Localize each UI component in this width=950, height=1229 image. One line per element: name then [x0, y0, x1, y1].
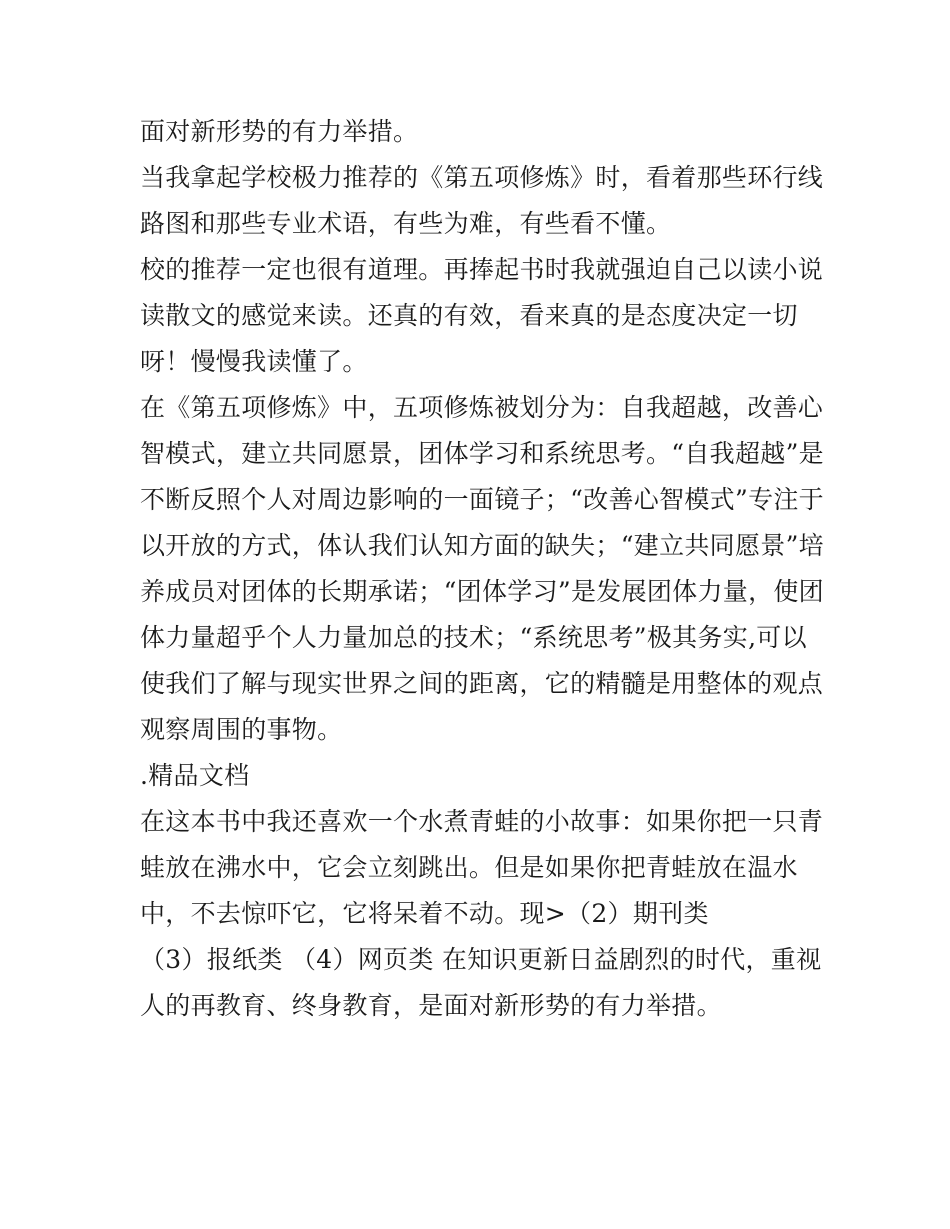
text-line: 当我拿起学校极力推荐的《第五项修炼》时，看着那些环行线: [140, 163, 824, 192]
text-line: 不断反照个人对周边影响的一面镜子；“改善心智模式”专注于: [140, 485, 824, 514]
text-line: 以开放的方式，体认我们认知方面的缺失；“建立共同愿景”培: [140, 531, 824, 560]
document-body: [140, 109, 824, 1029]
text-line: 面对新形势的有力举措。: [140, 117, 419, 146]
text-line: 在《第五项修炼》中，五项修炼被划分为：自我超越，改善心: [140, 393, 824, 422]
text-line: 智模式，建立共同愿景，团体学习和系统思考。“自我超越”是: [140, 439, 824, 468]
text-line: 体力量超乎个人力量加总的技术；“系统思考”极其务实,可以: [140, 623, 807, 652]
text-line: 校的推荐一定也很有道理。再捧起书时我就强迫自己以读小说: [140, 255, 824, 284]
text-line: 在这本书中我还喜欢一个水煮青蛙的小故事：如果你把一只青: [140, 807, 824, 836]
text-line: 读散文的感觉来读。还真的有效，看来真的是态度决定一切: [140, 301, 798, 330]
text-line: 养成员对团体的长期承诺；“团体学习”是发展团体力量，使团: [140, 577, 824, 606]
text-line: 蛙放在沸水中，它会立刻跳出。但是如果你把青蛙放在温水: [140, 853, 798, 882]
text-line: （3）报纸类 （4）网页类 在知识更新日益剧烈的时代，重视: [140, 945, 822, 974]
text-line: 使我们了解与现实世界之间的距离，它的精髓是用整体的观点: [140, 669, 824, 698]
text-line: 观察周围的事物。: [140, 715, 343, 744]
section-label: .精品文档: [140, 761, 250, 790]
text-line: 路图和那些专业术语，有些为难，有些看不懂。: [140, 209, 672, 238]
text-line: 人的再教育、终身教育，是面对新形势的有力举措。: [140, 991, 722, 1020]
text-line: 呀！慢慢我读懂了。: [140, 347, 368, 376]
text-line: 中，不去惊吓它，它将呆着不动。现>（2）期刊类: [140, 899, 709, 928]
